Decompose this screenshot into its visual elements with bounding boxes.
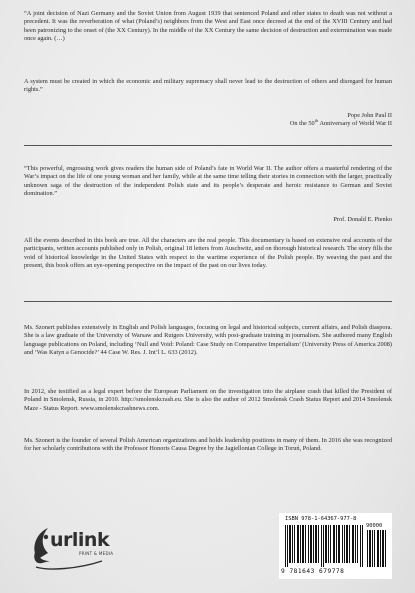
isbn-number: ISBN 978-1-64367-977-8 [285, 516, 357, 522]
papal-quote-paragraph-1 [24, 10, 392, 43]
publisher-name: urlink [50, 529, 110, 551]
quote-attribution [192, 112, 392, 129]
divider-top [24, 145, 392, 146]
author-bio-paragraph-3 [24, 437, 392, 454]
ean-number: 9 781643 679778 [281, 568, 345, 575]
praise-attribution [192, 216, 392, 224]
praise-paragraph [24, 165, 392, 198]
author-bio-paragraph-1 [24, 324, 392, 357]
quote-attribution-name: Pope John Paul II [347, 112, 392, 119]
price-addon-number: 90000 [366, 523, 383, 529]
publisher-logo [28, 515, 114, 573]
praise-attribution-name: Prof. Donald E. Pienko [333, 216, 392, 223]
quote-text-2: A system must be created in which the economic and military supremacy shall never lead to the destruction of others and disregard for human rights.” [24, 78, 392, 94]
book-description [24, 237, 392, 270]
isbn-barcode [279, 513, 392, 579]
quote-attribution-occasion: On the 50th Anniversary of World War II [289, 118, 392, 128]
publisher-tagline: PRINT & MEDIA [79, 551, 114, 556]
addon-barcode-bars [367, 530, 387, 567]
description-text: All the events described in this book are true. All the characters are the real people. This documentary is based on extensive oral accounts of the participants, written accounts published only in Polish, original 18 letters from Auschwitz, and on thorough historical research. The story fills the void of historical knowledge in the United States with respect to the wartime experience of the Polish people. By weaving the past and the present, this book offers an eye-opening perspective on the impact of the past on our lives today. [24, 237, 392, 269]
bio-text-1: Ms. Szonert publishes extensively in English and Polish languages, focusing on legal and historical subjects, current affairs, and Polish diaspora. She is a law graduate of the University of Warsaw and Rutgers University, with post-graduate training in journalism. She authored many English language publications on Poland, including ‘Null and Void: Poland: Case Study on Comparative Imperialism’ (University Press of America 2008) and ‘Was Katyn a Genocide?’ 44 Case W. Res. J. Int’l L. 633 (2012). [24, 324, 392, 356]
papal-quote-paragraph-2 [24, 78, 392, 95]
barcode-bars [285, 525, 363, 567]
bio-text-2: In 2012, she testified as a legal expert before the European Parliament on the investigation into the airplane crash that killed the President of Poland in Smolensk, Russia, in 2010. http://smolenskcrash.eu. She is also the author of 2012 Smolensk Crash Status Report and 2014 Smolensk Maze - Status Report. www.smolenskcrashnews.com. [24, 388, 392, 412]
praise-text: “This powerful, engrossing work gives readers the human side of Poland’s fate in World War II. The author offers a masterful rendering of the War’s impact on the life of one young woman and her family, while at the same time telling their stories in connection with the larger, practically unknown saga of the destruction of the independent Polish state and its people’s desperate and heroic resistance to German and Soviet domination.” [24, 165, 392, 197]
quote-text-1: “A joint decision of Nazi Germany and the Soviet Union from August 1939 that sentenced Poland and other states to death was not without a precedent. It was the reverberation of what (Poland’s) neighbors from the West and East once decreed at the end of the XVIII Century and had been patronizing to the onset of (the XX Century). In the middle of the XX Century the same decision of destruction and extermination was made once again. (…) [24, 10, 392, 42]
bio-text-3: Ms. Szonert is the founder of several Polish American organizations and holds leadership positions in many of them. In 2016 she was recognized for her scholarly contributions with the Professor Honoris Causa Degree by the Jagiellonian College in Toruń, Poland. [24, 437, 392, 453]
divider-middle [24, 301, 392, 302]
author-bio-paragraph-2 [24, 388, 392, 413]
